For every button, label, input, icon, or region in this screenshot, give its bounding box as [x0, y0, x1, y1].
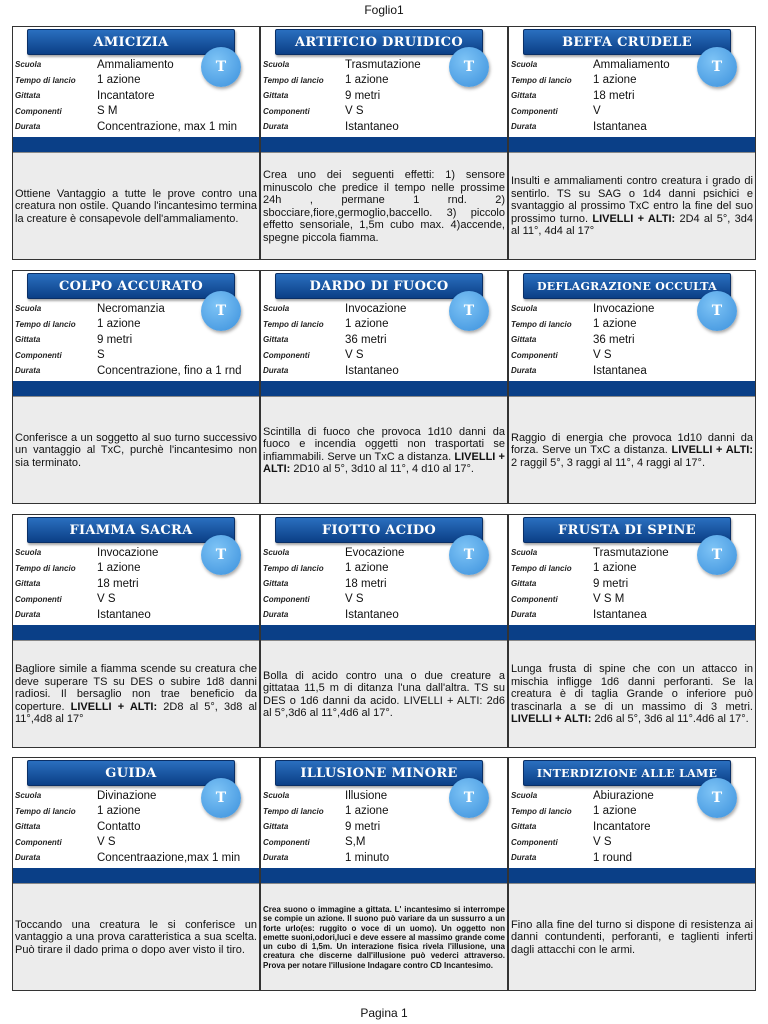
duration-value: Istantanea: [593, 364, 647, 377]
components-value: V S: [97, 836, 116, 849]
t-badge-icon: T: [201, 778, 241, 818]
components-row: [261, 592, 508, 608]
range-value: 36 metri: [593, 333, 635, 346]
spell-description: [509, 640, 755, 748]
school-row: [261, 788, 508, 804]
duration-value: Concentrazione, fino a 1 rnd: [97, 364, 242, 377]
spell-description: [13, 396, 259, 504]
spell-card: [508, 514, 756, 748]
description-text: Bagliore simile a fiamma scende su creatura che deve superare TS su DES o subire 1d8 danni radiosi. Il bersaglio non trae beneficio da coperture. LIVELLI + ALTI: 2D8 al 5°, 3d8 al 11°,4d8 al 17°: [15, 663, 257, 726]
components-label: Componenti: [511, 594, 558, 604]
cast-time-value: 1 azione: [345, 805, 389, 818]
duration-label: Durata: [263, 853, 289, 863]
school-value: Ammaliamento: [593, 58, 670, 71]
range-row: [261, 332, 508, 348]
cast-time-value: 1 azione: [97, 74, 141, 87]
school-row: [509, 788, 756, 804]
higher-levels-value: 2D8 al 5°, 3d8 al 11°,4d8 al 17°: [15, 700, 257, 726]
components-label: Componenti: [511, 837, 558, 847]
school-row: [261, 545, 508, 561]
school-label: Scuola: [15, 791, 42, 801]
cast-time-label: Tempo di lancio: [263, 563, 324, 573]
duration-value: 1 round: [593, 851, 633, 864]
divider-bar: [13, 868, 259, 883]
cast-time-row: [509, 317, 756, 333]
range-value: 9 metri: [345, 89, 381, 102]
school-value: Illusione: [345, 789, 388, 802]
spell-properties: [509, 788, 756, 866]
school-value: Invocazione: [593, 302, 655, 315]
cast-time-value: 1 azione: [345, 318, 389, 331]
range-label: Gittata: [263, 579, 289, 589]
spell-properties: [13, 301, 260, 379]
school-row: [509, 57, 756, 73]
spell-properties: [261, 545, 508, 623]
range-label: Gittata: [511, 579, 537, 589]
components-label: Componenti: [511, 350, 558, 360]
components-row: [509, 348, 756, 364]
range-label: Gittata: [263, 335, 289, 345]
range-value: 18 metri: [593, 89, 635, 102]
cast-time-row: [13, 317, 260, 333]
t-badge-icon: T: [201, 291, 241, 331]
spell-description: [261, 640, 507, 748]
duration-row: [509, 363, 756, 379]
description-text: Raggio di energia che provoca 1d10 danni da forza. Serve un TxC a distanza. LIVELLI + ALTI: 2 raggil 5°, 3 raggi al 11°, 4 raggi al 17°.: [511, 431, 754, 469]
duration-value: Istantaneo: [97, 608, 151, 621]
cast-time-value: 1 azione: [593, 74, 637, 87]
components-value: S,M: [345, 836, 366, 849]
spell-title: GUIDA: [27, 760, 235, 786]
duration-label: Durata: [15, 366, 41, 376]
school-label: Scuola: [15, 548, 42, 558]
school-value: Divinazione: [97, 789, 157, 802]
duration-label: Durata: [15, 610, 41, 620]
range-label: Gittata: [263, 91, 289, 101]
school-label: Scuola: [511, 548, 538, 558]
range-row: [13, 88, 260, 104]
spell-description: [13, 640, 259, 748]
school-label: Scuola: [511, 60, 538, 70]
range-label: Gittata: [263, 822, 289, 832]
school-label: Scuola: [263, 791, 290, 801]
spell-properties: [261, 57, 508, 135]
school-row: [509, 545, 756, 561]
range-value: 9 metri: [97, 333, 133, 346]
description-text: Ottiene Vantaggio a tutte le prove contro una creatura non ostile. Quando l'incantesimo termina la creature è consapevole dell'ammaliamento.: [15, 187, 257, 225]
school-value: Necromanzia: [97, 302, 165, 315]
t-badge-icon: T: [449, 47, 489, 87]
components-value: V S: [345, 349, 364, 362]
school-value: Evocazione: [345, 546, 405, 559]
divider-bar: [261, 137, 507, 152]
cast-time-value: 1 azione: [345, 562, 389, 575]
duration-label: Durata: [263, 122, 289, 132]
spell-title: FIOTTO ACIDO: [275, 517, 483, 543]
components-label: Componenti: [263, 837, 310, 847]
divider-bar: [509, 137, 755, 152]
spell-description: [261, 883, 507, 991]
cast-time-value: 1 azione: [97, 562, 141, 575]
spell-title: DEFLAGRAZIONE OCCULTA: [523, 273, 731, 299]
range-label: Gittata: [15, 579, 41, 589]
cast-time-value: 1 azione: [593, 562, 637, 575]
duration-value: Istantanea: [593, 120, 647, 133]
range-row: [509, 576, 756, 592]
spell-card: [508, 757, 756, 991]
spell-title: ILLUSIONE MINORE: [275, 760, 483, 786]
duration-row: [13, 850, 260, 866]
range-row: [13, 819, 260, 835]
duration-row: [13, 607, 260, 623]
components-row: [261, 104, 508, 120]
divider-bar: [261, 381, 507, 396]
spell-title: AMICIZIA: [27, 29, 235, 55]
spell-properties: [509, 545, 756, 623]
cast-time-row: [261, 561, 508, 577]
cast-time-row: [509, 561, 756, 577]
higher-levels-label: LIVELLI + ALTI:: [671, 444, 754, 457]
components-label: Componenti: [15, 350, 62, 360]
higher-levels-label: LIVELLI + ALTI:: [511, 713, 592, 726]
school-value: Invocazione: [97, 546, 159, 559]
school-value: Invocazione: [345, 302, 407, 315]
spell-card: [508, 26, 756, 260]
spell-properties: [509, 57, 756, 135]
school-value: Ammaliamento: [97, 58, 174, 71]
school-label: Scuola: [263, 304, 290, 314]
duration-row: [509, 607, 756, 623]
cast-time-row: [13, 804, 260, 820]
range-value: 18 metri: [345, 577, 387, 590]
cast-time-label: Tempo di lancio: [263, 319, 324, 329]
duration-value: Istantaneo: [345, 364, 399, 377]
divider-bar: [261, 625, 507, 640]
duration-label: Durata: [511, 610, 537, 620]
cast-time-row: [509, 73, 756, 89]
higher-levels-value: 2d6 al 5°, 3d6 al 11°.4d6 al 17°.: [594, 713, 749, 726]
components-label: Componenti: [263, 106, 310, 116]
cast-time-label: Tempo di lancio: [15, 319, 76, 329]
range-row: [509, 819, 756, 835]
duration-value: Istantaneo: [345, 608, 399, 621]
duration-value: Istantaneo: [345, 120, 399, 133]
school-row: [261, 57, 508, 73]
duration-row: [261, 119, 508, 135]
range-value: 9 metri: [345, 820, 381, 833]
duration-label: Durata: [15, 853, 41, 863]
cast-time-row: [13, 73, 260, 89]
components-row: [261, 835, 508, 851]
spell-card: [260, 270, 508, 504]
cast-time-value: 1 azione: [345, 74, 389, 87]
cast-time-value: 1 azione: [97, 318, 141, 331]
school-value: Trasmutazione: [593, 546, 669, 559]
spell-card: [260, 26, 508, 260]
cast-time-label: Tempo di lancio: [263, 806, 324, 816]
components-label: Componenti: [511, 106, 558, 116]
divider-bar: [509, 625, 755, 640]
duration-label: Durata: [263, 366, 289, 376]
spell-description: [261, 396, 507, 504]
range-label: Gittata: [15, 335, 41, 345]
range-label: Gittata: [15, 822, 41, 832]
components-value: V: [593, 105, 601, 118]
components-value: V S: [345, 593, 364, 606]
range-value: Incantatore: [593, 820, 651, 833]
duration-label: Durata: [511, 853, 537, 863]
duration-label: Durata: [511, 366, 537, 376]
components-label: Componenti: [15, 106, 62, 116]
school-label: Scuola: [511, 791, 538, 801]
components-value: V S M: [593, 593, 625, 606]
spell-properties: [13, 788, 260, 866]
range-row: [261, 576, 508, 592]
components-row: [261, 348, 508, 364]
components-label: Componenti: [263, 350, 310, 360]
spell-card: [12, 26, 260, 260]
components-value: S M: [97, 105, 118, 118]
spell-description: [509, 152, 755, 260]
spell-title: FIAMMA SACRA: [27, 517, 235, 543]
divider-bar: [13, 381, 259, 396]
t-badge-icon: T: [449, 778, 489, 818]
spell-title: DARDO DI FUOCO: [275, 273, 483, 299]
higher-levels-label: LIVELLI + ALTI:: [592, 212, 676, 225]
duration-row: [261, 363, 508, 379]
school-value: Abiurazione: [593, 789, 654, 802]
components-value: S: [97, 349, 105, 362]
description-text: Conferisce a un soggetto al suo turno successivo un vantaggio al TxC, purchè l'incantesimo non sia terminato.: [15, 431, 257, 469]
school-label: Scuola: [15, 60, 42, 70]
spell-description: [13, 883, 259, 991]
cast-time-label: Tempo di lancio: [15, 806, 76, 816]
range-value: 36 metri: [345, 333, 387, 346]
duration-row: [13, 119, 260, 135]
higher-levels-value: 2D10 al 5°, 3d10 al 11°, 4 d10 al 17°.: [293, 463, 474, 475]
t-badge-icon: T: [697, 291, 737, 331]
school-label: Scuola: [15, 304, 42, 314]
range-row: [509, 88, 756, 104]
spell-properties: [13, 545, 260, 623]
description-text: Scintilla di fuoco che provoca 1d10 danni da fuoco e incendia oggetti non trasportati se infiammabili. Serve un TxC a distanza. LIVELLI + ALTI: 2D10 al 5°, 3d10 al 11°, 4 d10 al 17°.: [263, 425, 505, 475]
cast-time-label: Tempo di lancio: [511, 563, 572, 573]
range-row: [509, 332, 756, 348]
range-label: Gittata: [511, 91, 537, 101]
school-row: [13, 545, 260, 561]
components-row: [509, 104, 756, 120]
spell-title: FRUSTA DI SPINE: [523, 517, 731, 543]
range-row: [13, 332, 260, 348]
page-number: Pagina 1: [360, 1006, 408, 1020]
duration-label: Durata: [263, 610, 289, 620]
higher-levels-label: LIVELLI + ALTI:: [263, 450, 505, 475]
description-text: Toccando una creatura le si conferisce un vantaggio a una prova caratteristica a sua scelta. Può tirare il dado prima o dopo aver visto il tiro.: [15, 918, 257, 956]
spell-title: ARTIFICIO DRUIDICO: [275, 29, 483, 55]
school-row: [13, 57, 260, 73]
cast-time-value: 1 azione: [593, 318, 637, 331]
spell-properties: [509, 301, 756, 379]
sheet-title: Foglio1: [364, 3, 404, 17]
duration-label: Durata: [511, 122, 537, 132]
description-text: Insulti e ammaliamenti contro creatura i grado di sentirlo. TS su SAG o 1d4 danni psichici e svantaggio al prossimo TxC entro la fine del suo prossimo turno. LIVELLI + ALTI: 2D4 al 5°, 3d4 al 11°, 4d4 al 17°: [511, 175, 754, 238]
higher-levels-value: 2D4 al 5°, 3d4 al 11°, 4d4 al 17°: [511, 212, 754, 238]
cast-time-value: 1 azione: [97, 805, 141, 818]
school-row: [261, 301, 508, 317]
school-row: [509, 301, 756, 317]
t-badge-icon: T: [697, 47, 737, 87]
school-row: [13, 788, 260, 804]
spell-description: [509, 883, 755, 991]
t-badge-icon: T: [449, 291, 489, 331]
cast-time-row: [509, 804, 756, 820]
spell-description: [13, 152, 259, 260]
components-label: Componenti: [15, 594, 62, 604]
spell-title: INTERDIZIONE ALLE LAME: [523, 760, 731, 786]
spell-card: [260, 514, 508, 748]
t-badge-icon: T: [201, 47, 241, 87]
duration-value: Concentrazione, max 1 min: [97, 120, 237, 133]
range-label: Gittata: [15, 91, 41, 101]
components-value: V S: [593, 836, 612, 849]
description-text: Fino alla fine del turno si dispone di resistenza ai danni contundenti, perforanti, e taglienti inferti dagli attacchi con le armi.: [511, 918, 753, 956]
t-badge-icon: T: [201, 535, 241, 575]
t-badge-icon: T: [697, 778, 737, 818]
duration-value: Istantanea: [593, 608, 647, 621]
range-row: [13, 576, 260, 592]
spell-description: [509, 396, 755, 504]
range-row: [261, 819, 508, 835]
components-row: [13, 348, 260, 364]
components-row: [509, 592, 756, 608]
description-text: Crea suono o immagine a gittata. L' incantesimo si interrompe se compie un azione. Il suono può variare da un sussurro a un forte urlo(es: ruggito o voce di un uomo). Un oggetto non emette suoni,odori,luci e deve essere al massimo grande come un cubo di 1,5m. Un interazione fisica rivela l'illusione, una creatura che discerne dall'illusione può vederci attraverso. Prova per notare l'illusione Indagare contro CD Incantesimo.: [263, 905, 505, 970]
divider-bar: [13, 625, 259, 640]
cast-time-value: 1 azione: [593, 805, 637, 818]
spell-card: [12, 757, 260, 991]
spell-card: [508, 270, 756, 504]
cast-time-row: [13, 561, 260, 577]
cast-time-label: Tempo di lancio: [511, 806, 572, 816]
school-value: Trasmutazione: [345, 58, 421, 71]
duration-label: Durata: [15, 122, 41, 132]
components-value: V S: [593, 349, 612, 362]
range-value: 9 metri: [593, 577, 629, 590]
divider-bar: [13, 137, 259, 152]
cast-time-row: [261, 73, 508, 89]
description-text: Crea uno dei seguenti effetti: 1) sensore minuscolo che predice il tempo nelle prossime 24h , permane 1 rnd. 2) sbocciare,fiore,germoglio,baccello. 3) piccolo effetto sensoriale, 1,5m cubo max. 4)accende, spegne piccola fiamma.: [263, 169, 505, 244]
duration-value: Concentraazione,max 1 min: [97, 851, 241, 864]
spell-card: [260, 757, 508, 991]
description-text: Bolla di acido contro una o due creature a gittataa 11,5 m di ditanza l'una dall'altra. TS su DES o 1d6 danni da acido. LIVELLI + ALTI: 2d6 al 5°,3d6 al 11°,4d6 al 17°.: [263, 669, 505, 719]
duration-row: [509, 850, 756, 866]
spell-properties: [13, 57, 260, 135]
range-label: Gittata: [511, 822, 537, 832]
school-label: Scuola: [511, 304, 538, 314]
higher-levels-label: LIVELLI + ALTI:: [70, 700, 158, 713]
spell-card: [12, 270, 260, 504]
t-badge-icon: T: [449, 535, 489, 575]
spell-title: BEFFA CRUDELE: [523, 29, 731, 55]
components-value: V S: [97, 593, 116, 606]
cast-time-label: Tempo di lancio: [511, 75, 572, 85]
school-label: Scuola: [263, 60, 290, 70]
components-row: [13, 104, 260, 120]
duration-value: 1 minuto: [345, 851, 390, 864]
spell-title: COLPO ACCURATO: [27, 273, 235, 299]
cast-time-row: [261, 317, 508, 333]
spell-description: [261, 152, 507, 260]
range-value: Incantatore: [97, 89, 155, 102]
cast-time-label: Tempo di lancio: [15, 75, 76, 85]
divider-bar: [509, 868, 755, 883]
components-label: Componenti: [263, 594, 310, 604]
cast-time-label: Tempo di lancio: [511, 319, 572, 329]
components-label: Componenti: [15, 837, 62, 847]
components-value: V S: [345, 105, 364, 118]
duration-row: [13, 363, 260, 379]
duration-row: [261, 607, 508, 623]
t-badge-icon: T: [697, 535, 737, 575]
cast-time-label: Tempo di lancio: [263, 75, 324, 85]
spell-properties: [261, 301, 508, 379]
range-label: Gittata: [511, 335, 537, 345]
description-text: Lunga frusta di spine che con un attacco in mischia infligge 1d6 danni perforanti. Se la creatura è di taglia Grande o inferiore può trascinarla a se di un massimo di 3 metri. LIVELLI + ALTI: 2d6 al 5°, 3d6 al 11°.4d6 al 17°.: [511, 663, 753, 726]
range-row: [261, 88, 508, 104]
components-row: [13, 592, 260, 608]
duration-row: [261, 850, 508, 866]
school-row: [13, 301, 260, 317]
spell-card: [12, 514, 260, 748]
spell-properties: [261, 788, 508, 866]
range-value: 18 metri: [97, 577, 139, 590]
divider-bar: [509, 381, 755, 396]
components-row: [509, 835, 756, 851]
components-row: [13, 835, 260, 851]
divider-bar: [261, 868, 507, 883]
higher-levels-value: 2 raggil 5°, 3 raggi al 11°, 4 raggi al 17°.: [511, 456, 705, 469]
school-label: Scuola: [263, 548, 290, 558]
cast-time-row: [261, 804, 508, 820]
duration-row: [509, 119, 756, 135]
range-value: Contatto: [97, 820, 141, 833]
cast-time-label: Tempo di lancio: [15, 563, 76, 573]
